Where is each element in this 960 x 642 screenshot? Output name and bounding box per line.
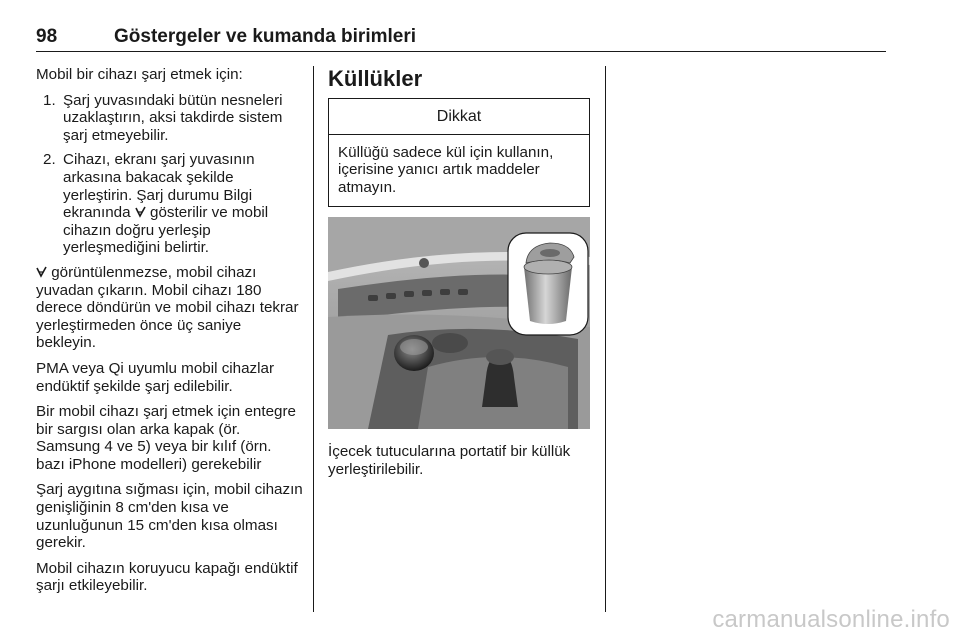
paragraph-size: Şarj aygıtına sığması için, mobil cihazın genişliğinin 8 cm'den kısa ve uzunluğunun 15 cm'den kısa olması gerekir.	[36, 481, 303, 552]
charging-intro: Mobil bir cihazı şarj etmek için:	[36, 66, 243, 83]
chapter-title: Göstergeler ve kumanda birimleri	[114, 26, 417, 47]
left-column	[36, 66, 304, 603]
caution-text: Küllüğü sadece kül için kullanın, içerisine yanıcı artık maddeler atmayın.	[338, 143, 554, 196]
step-2	[36, 151, 304, 257]
step-1-number: 1.	[43, 91, 56, 109]
page-number: 98	[36, 26, 58, 47]
step-2-text-start: Cihazı, ekranı şarj yuvasının arkasına bakacak şekilde yerleştirin. Şarj durumu Bilgi ekranında	[63, 151, 255, 222]
step-2-text-end: gösterilir ve mobil cihazın doğru yerleşip yerleşmediğini belirtir.	[63, 204, 269, 257]
paragraph-back-cover: Bir mobil cihazı şarj etmek için entegre bir sargısı olan arka kapak (ör. Samsung 4 ve 5) veya bir kılıf (örn. bazı iPhone modelleri) gerekebilir	[36, 403, 296, 473]
caution-title: Dikkat	[329, 99, 589, 135]
ashtray-console-photo	[328, 217, 590, 429]
charging-note	[36, 264, 304, 352]
watermark: carmanualsonline.info	[712, 606, 950, 633]
wireless-charge-icon	[36, 266, 47, 278]
header-rule	[36, 51, 886, 52]
column-divider-2	[605, 66, 606, 612]
step-2-number: 2.	[43, 151, 56, 169]
charging-steps	[36, 92, 304, 257]
paragraph-pma-qi: PMA veya Qi uyumlu mobil cihazlar endüktif şekilde şarj edilebilir.	[36, 359, 275, 395]
page-header	[36, 26, 886, 52]
step-1-text: Şarj yuvasındaki bütün nesneleri uzaklaştırın, aksi takdirde sistem şarj etmeyebilir.	[63, 91, 283, 144]
caution-box	[328, 98, 590, 207]
right-column	[328, 66, 592, 479]
paragraph-protective-cover: Mobil cihazın koruyucu kapağı endüktif şarjı etkileyebilir.	[36, 559, 298, 595]
charging-note-text: görüntülenmezse, mobil cihazı yuvadan çıkarın. Mobil cihazı 180 derece döndürün ve mobil cihazı tekrar yerleştirmeden önce üç saniye bekleyin.	[36, 263, 299, 352]
step-1	[36, 92, 304, 145]
wireless-charge-icon	[135, 206, 146, 218]
column-divider-1	[313, 66, 314, 612]
photo-caption: İçecek tutucularına portatif bir küllük yerleştirilebilir.	[328, 443, 571, 478]
section-title-ashtrays: Küllükler	[328, 66, 423, 91]
